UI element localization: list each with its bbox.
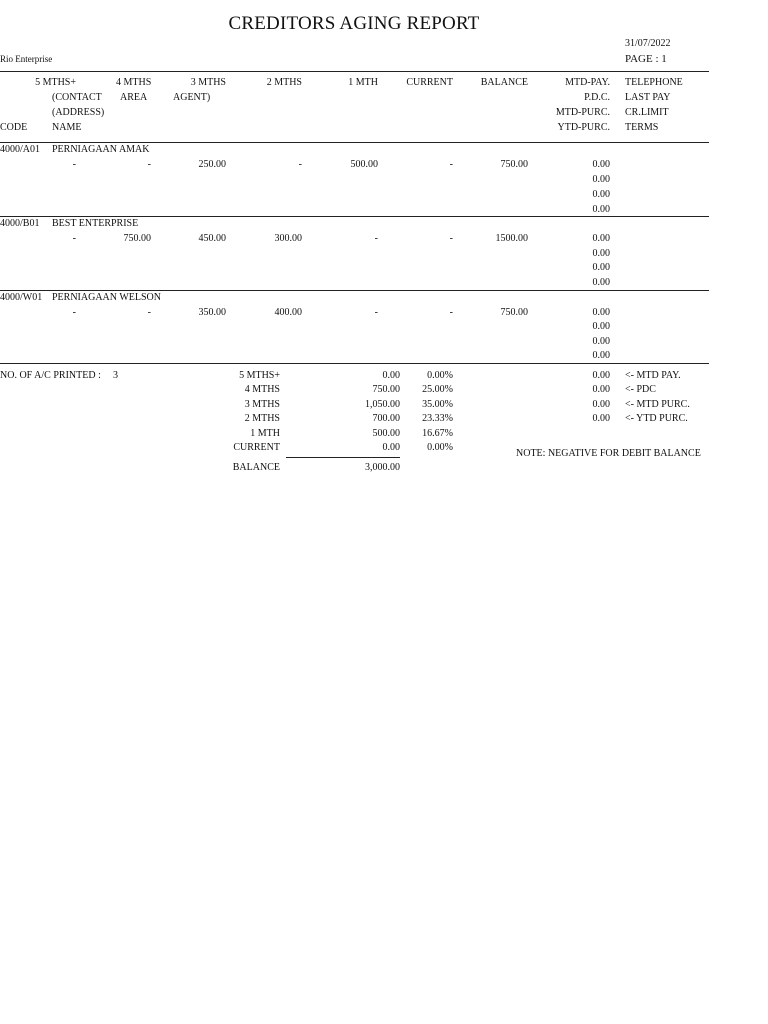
header-bottom-rule	[0, 142, 709, 143]
header-mtd-pay: MTD-PAY.	[565, 77, 610, 88]
aging-3mths: 250.00	[198, 159, 226, 170]
aging-5mths: -	[72, 233, 76, 244]
aging-2mths: 400.00	[274, 307, 302, 318]
aging-current: -	[449, 159, 453, 170]
page-number: PAGE : 1	[625, 53, 667, 65]
header-current: CURRENT	[406, 77, 453, 88]
header-agent: AGENT)	[173, 92, 211, 103]
debit-balance-note: NOTE: NEGATIVE FOR DEBIT BALANCE	[516, 448, 701, 459]
creditor-name: PERNIAGAAN AMAK	[52, 144, 150, 155]
creditor-name: BEST ENTERPRISE	[52, 218, 139, 229]
creditor-balance: 750.00	[500, 307, 528, 318]
mtd-pay-value: 0.00	[592, 159, 610, 170]
summary-aging-amount: 0.00	[382, 442, 400, 453]
summary-total-rule	[286, 457, 400, 458]
summary-aging-amount: 500.00	[372, 428, 400, 439]
mtd-purc-value: 0.00	[592, 189, 610, 200]
summary-balance-label: BALANCE	[232, 462, 280, 473]
aging-5mths: -	[72, 159, 76, 170]
mtd-purc-value: 0.00	[592, 262, 610, 273]
total-pdc-label: <- PDC	[625, 384, 656, 395]
creditor-balance: 1500.00	[495, 233, 528, 244]
pdc-value: 0.00	[592, 321, 610, 332]
header-address: (ADDRESS)	[52, 107, 105, 118]
total-ytd-purc-amount: 0.00	[592, 413, 610, 424]
header-4mths: 4 MTHS	[116, 77, 152, 88]
creditor-code: 4000/W01	[0, 292, 43, 303]
header-1mth: 1 MTH	[348, 77, 378, 88]
aging-3mths: 350.00	[198, 307, 226, 318]
mtd-pay-value: 0.00	[592, 233, 610, 244]
accounts-printed-label: NO. OF A/C PRINTED :	[0, 370, 101, 381]
report-title: CREDITORS AGING REPORT	[228, 13, 480, 34]
total-mtd-pay-amount: 0.00	[592, 370, 610, 381]
aging-4mths: -	[147, 159, 151, 170]
aging-current: -	[449, 233, 453, 244]
summary-aging-label: 2 MTHS	[244, 413, 280, 424]
summary-aging-percent: 0.00%	[427, 370, 453, 381]
summary-aging-amount: 1,050.00	[365, 399, 400, 410]
summary-aging-percent: 16.67%	[422, 428, 453, 439]
mtd-purc-value: 0.00	[592, 336, 610, 347]
creditor-code: 4000/A01	[0, 144, 40, 155]
pdc-value: 0.00	[592, 174, 610, 185]
accounts-printed-count: 3	[113, 370, 118, 381]
total-pdc-amount: 0.00	[592, 384, 610, 395]
header-pdc: P.D.C.	[584, 92, 610, 103]
company-name: Rio Enterprise	[0, 54, 53, 64]
summary-aging-label: 4 MTHS	[244, 384, 280, 395]
header-telephone: TELEPHONE	[625, 77, 683, 88]
summary-aging-label: 5 MTHS+	[239, 370, 280, 381]
header-area: AREA	[120, 92, 148, 103]
mtd-pay-value: 0.00	[592, 307, 610, 318]
aging-1mth: -	[374, 307, 378, 318]
aging-2mths: 300.00	[274, 233, 302, 244]
ytd-purc-value: 0.00	[592, 204, 610, 215]
header-last-pay: LAST PAY	[625, 92, 671, 103]
header-code: CODE	[0, 122, 28, 133]
summary-aging-percent: 0.00%	[427, 442, 453, 453]
aging-3mths: 450.00	[198, 233, 226, 244]
header-5mths: 5 MTHS+	[35, 77, 76, 88]
row-rule	[0, 290, 709, 291]
row-rule	[0, 216, 709, 217]
summary-aging-percent: 23.33%	[422, 413, 453, 424]
header-balance: BALANCE	[480, 77, 528, 88]
aging-1mth: 500.00	[350, 159, 378, 170]
total-mtd-pay-label: <- MTD PAY.	[625, 370, 681, 381]
row-rule	[0, 363, 709, 364]
header-name: NAME	[52, 122, 82, 133]
header-top-rule	[0, 71, 709, 72]
aging-current: -	[449, 307, 453, 318]
total-mtd-purc-label: <- MTD PURC.	[625, 399, 690, 410]
creditor-balance: 750.00	[500, 159, 528, 170]
aging-1mth: -	[374, 233, 378, 244]
header-3mths: 3 MTHS	[190, 77, 226, 88]
summary-aging-amount: 700.00	[372, 413, 400, 424]
ytd-purc-value: 0.00	[592, 350, 610, 361]
header-2mths: 2 MTHS	[266, 77, 302, 88]
creditor-code: 4000/B01	[0, 218, 40, 229]
summary-aging-label: 1 MTH	[250, 428, 280, 439]
summary-aging-percent: 35.00%	[422, 399, 453, 410]
summary-aging-percent: 25.00%	[422, 384, 453, 395]
aging-2mths: -	[298, 159, 302, 170]
summary-aging-amount: 0.00	[382, 370, 400, 381]
creditor-name: PERNIAGAAN WELSON	[52, 292, 161, 303]
header-ytd-purc: YTD-PURC.	[557, 122, 610, 133]
summary-aging-label: 3 MTHS	[244, 399, 280, 410]
total-ytd-purc-label: <- YTD PURC.	[625, 413, 688, 424]
summary-balance-amount: 3,000.00	[365, 462, 400, 473]
ytd-purc-value: 0.00	[592, 277, 610, 288]
summary-aging-amount: 750.00	[372, 384, 400, 395]
summary-aging-label: CURRENT	[233, 442, 280, 453]
pdc-value: 0.00	[592, 248, 610, 259]
header-mtd-purc: MTD-PURC.	[555, 107, 610, 118]
aging-4mths: -	[147, 307, 151, 318]
total-mtd-purc-amount: 0.00	[592, 399, 610, 410]
header-terms: TERMS	[625, 122, 659, 133]
header-cr-limit: CR.LIMIT	[625, 107, 669, 118]
header-contact: (CONTACT	[52, 92, 102, 103]
aging-4mths: 750.00	[123, 233, 151, 244]
report-date: 31/07/2022	[625, 38, 671, 49]
aging-5mths: -	[72, 307, 76, 318]
